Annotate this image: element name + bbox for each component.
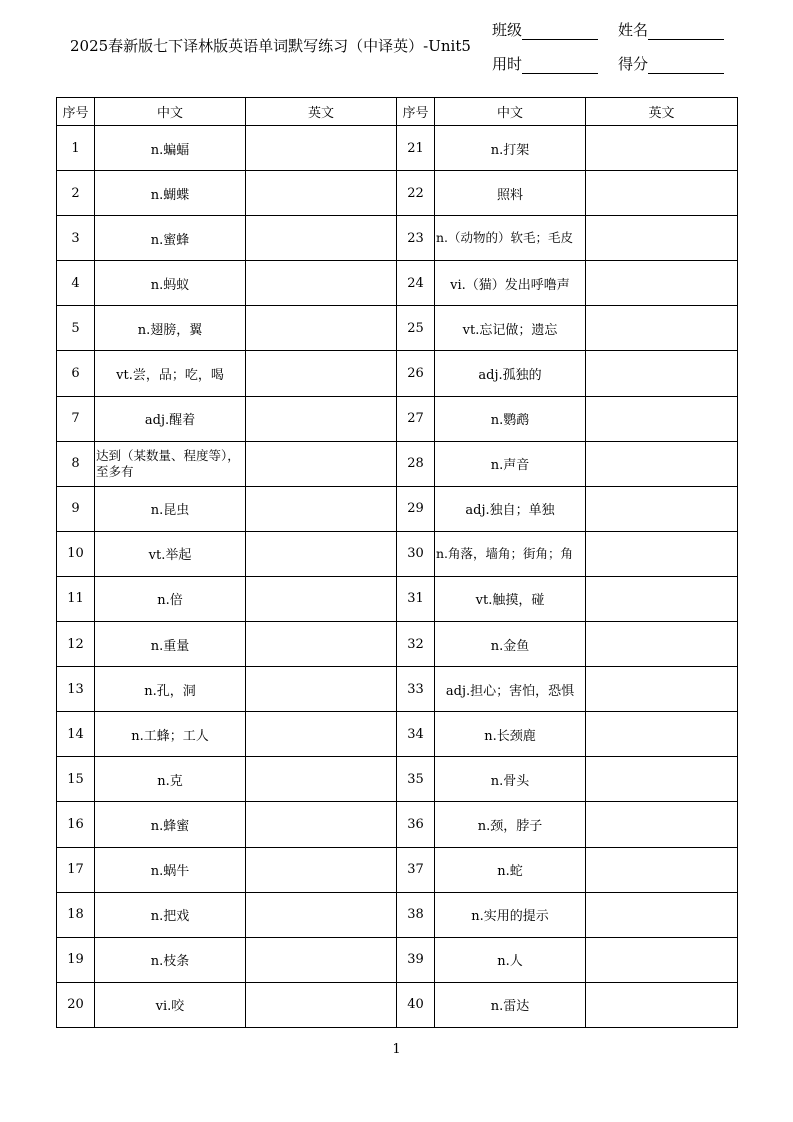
number-cell: 9 [57,486,95,531]
chinese-cell: adj.孤独的 [435,351,586,396]
english-answer-cell[interactable] [246,937,397,982]
table-row [57,351,738,396]
number-cell: 11 [57,576,95,621]
chinese-cell: vt.举起 [95,531,246,576]
english-answer-cell[interactable] [246,576,397,621]
english-answer-cell[interactable] [586,982,738,1027]
chinese-cell: n.鹦鹉 [435,396,586,441]
chinese-cell: n.蝙蝠 [95,126,246,171]
english-answer-cell[interactable] [586,712,738,757]
chinese-cell: n.蚂蚁 [95,261,246,306]
chinese-cell: 达到（某数量、程度等），至多有 [95,441,246,486]
english-answer-cell[interactable] [246,486,397,531]
table-row [57,486,738,531]
number-cell: 37 [397,847,435,892]
english-answer-cell[interactable] [246,982,397,1027]
chinese-cell: n.孔，洞 [95,667,246,712]
table-row [57,396,738,441]
number-cell: 24 [397,261,435,306]
table-row [57,306,738,351]
table-row [57,757,738,802]
table-row [57,531,738,576]
time-field [492,53,598,74]
table-row [57,667,738,712]
chinese-cell: vt.触摸，碰 [435,576,586,621]
number-cell: 33 [397,667,435,712]
chinese-cell: n.把戏 [95,892,246,937]
chinese-cell: n.蜂蜜 [95,802,246,847]
english-answer-cell[interactable] [586,486,738,531]
table-row [57,171,738,216]
number-cell: 18 [57,892,95,937]
english-answer-cell[interactable] [586,171,738,216]
english-answer-cell[interactable] [586,667,738,712]
class-blank[interactable] [522,25,598,40]
chinese-cell: n.蜗牛 [95,847,246,892]
english-answer-cell[interactable] [586,216,738,261]
english-answer-cell[interactable] [246,667,397,712]
class-label: 班级 [492,21,523,39]
english-answer-cell[interactable] [246,802,397,847]
english-answer-cell[interactable] [586,531,738,576]
number-cell: 17 [57,847,95,892]
english-answer-cell[interactable] [586,576,738,621]
number-cell: 32 [397,622,435,667]
english-answer-cell[interactable] [246,757,397,802]
number-cell: 2 [57,171,95,216]
table-header-row [57,98,738,126]
number-cell: 30 [397,531,435,576]
number-cell: 22 [397,171,435,216]
score-label: 得分 [618,55,649,73]
number-cell: 7 [57,396,95,441]
english-answer-cell[interactable] [246,622,397,667]
chinese-cell: n.雷达 [435,982,586,1027]
table-body [57,126,738,1028]
english-answer-cell[interactable] [586,306,738,351]
table-row [57,441,738,486]
english-answer-cell[interactable] [246,216,397,261]
chinese-cell: n.实用的提示 [435,892,586,937]
chinese-cell: n.翅膀，翼 [95,306,246,351]
number-cell: 36 [397,802,435,847]
english-answer-cell[interactable] [246,351,397,396]
number-cell: 20 [57,982,95,1027]
english-answer-cell[interactable] [246,306,397,351]
header-number-right: 序号 [397,98,435,126]
number-cell: 10 [57,531,95,576]
time-label: 用时 [492,55,523,73]
table-row [57,261,738,306]
class-field [492,19,598,40]
header-chinese-right: 中文 [435,98,586,126]
number-cell: 12 [57,622,95,667]
table-row [57,576,738,621]
english-answer-cell[interactable] [586,802,738,847]
chinese-cell: n.枝条 [95,937,246,982]
english-answer-cell[interactable] [586,261,738,306]
number-cell: 39 [397,937,435,982]
chinese-cell: n.颈，脖子 [435,802,586,847]
number-cell: 8 [57,441,95,486]
english-answer-cell[interactable] [246,531,397,576]
number-cell: 34 [397,712,435,757]
number-cell: 21 [397,126,435,171]
number-cell: 26 [397,351,435,396]
english-answer-cell[interactable] [246,126,397,171]
chinese-cell: n.骨头 [435,757,586,802]
chinese-cell: n.蛇 [435,847,586,892]
chinese-cell: vt.忘记做；遗忘 [435,306,586,351]
chinese-cell: n.克 [95,757,246,802]
chinese-cell: vi.咬 [95,982,246,1027]
chinese-cell: adj.担心；害怕，恐惧 [435,667,586,712]
chinese-cell: n.长颈鹿 [435,712,586,757]
page-number: 1 [392,1042,401,1057]
chinese-cell: 照料 [435,171,586,216]
number-cell: 23 [397,216,435,261]
number-cell: 16 [57,802,95,847]
english-answer-cell[interactable] [586,847,738,892]
chinese-cell: n.人 [435,937,586,982]
header-number-left: 序号 [57,98,95,126]
number-cell: 3 [57,216,95,261]
chinese-cell: adj.醒着 [95,396,246,441]
english-answer-cell[interactable] [246,441,397,486]
english-answer-cell[interactable] [586,937,738,982]
name-blank[interactable] [648,25,724,40]
header-english-right: 英文 [586,98,738,126]
chinese-cell: n.工蜂；工人 [95,712,246,757]
table-row [57,216,738,261]
chinese-cell: n.蜜蜂 [95,216,246,261]
english-answer-cell[interactable] [246,396,397,441]
number-cell: 38 [397,892,435,937]
english-answer-cell[interactable] [586,351,738,396]
chinese-cell: n.倍 [95,576,246,621]
chinese-cell: vt.尝，品；吃，喝 [95,351,246,396]
header-english-left: 英文 [246,98,397,126]
table-row [57,126,738,171]
english-answer-cell[interactable] [586,441,738,486]
number-cell: 15 [57,757,95,802]
score-field [618,53,724,74]
header-chinese-left: 中文 [95,98,246,126]
english-answer-cell[interactable] [586,892,738,937]
english-answer-cell[interactable] [246,712,397,757]
name-label: 姓名 [618,21,649,39]
score-blank[interactable] [648,59,724,74]
number-cell: 19 [57,937,95,982]
english-answer-cell[interactable] [586,622,738,667]
number-cell: 4 [57,261,95,306]
number-cell: 40 [397,982,435,1027]
chinese-cell: n.（动物的）软毛；毛皮 [435,216,586,261]
chinese-cell: vi.（猫）发出呼噜声 [435,261,586,306]
chinese-cell: n.打架 [435,126,586,171]
chinese-cell: adj.独自；单独 [435,486,586,531]
table-row [57,712,738,757]
chinese-cell: n.重量 [95,622,246,667]
english-answer-cell[interactable] [246,171,397,216]
chinese-cell: n.角落，墙角；街角；角 [435,531,586,576]
number-cell: 5 [57,306,95,351]
number-cell: 13 [57,667,95,712]
chinese-cell: n.昆虫 [95,486,246,531]
table-row [57,847,738,892]
name-field [618,19,724,40]
table-row [57,622,738,667]
number-cell: 6 [57,351,95,396]
number-cell: 14 [57,712,95,757]
number-cell: 29 [397,486,435,531]
number-cell: 35 [397,757,435,802]
table-row [57,802,738,847]
number-cell: 25 [397,306,435,351]
english-answer-cell[interactable] [586,757,738,802]
page-title: 2025春新版七下译林版英语单词默写练习（中译英）-Unit5 [70,37,471,55]
chinese-cell: n.金鱼 [435,622,586,667]
english-answer-cell[interactable] [246,892,397,937]
number-cell: 1 [57,126,95,171]
chinese-cell: n.声音 [435,441,586,486]
table-row [57,892,738,937]
english-answer-cell[interactable] [586,396,738,441]
time-blank[interactable] [522,59,598,74]
english-answer-cell[interactable] [586,126,738,171]
number-cell: 28 [397,441,435,486]
english-answer-cell[interactable] [246,847,397,892]
table-row [57,937,738,982]
number-cell: 27 [397,396,435,441]
vocabulary-table [56,97,738,1028]
chinese-cell: n.蝴蝶 [95,171,246,216]
table-row [57,982,738,1027]
english-answer-cell[interactable] [246,261,397,306]
number-cell: 31 [397,576,435,621]
